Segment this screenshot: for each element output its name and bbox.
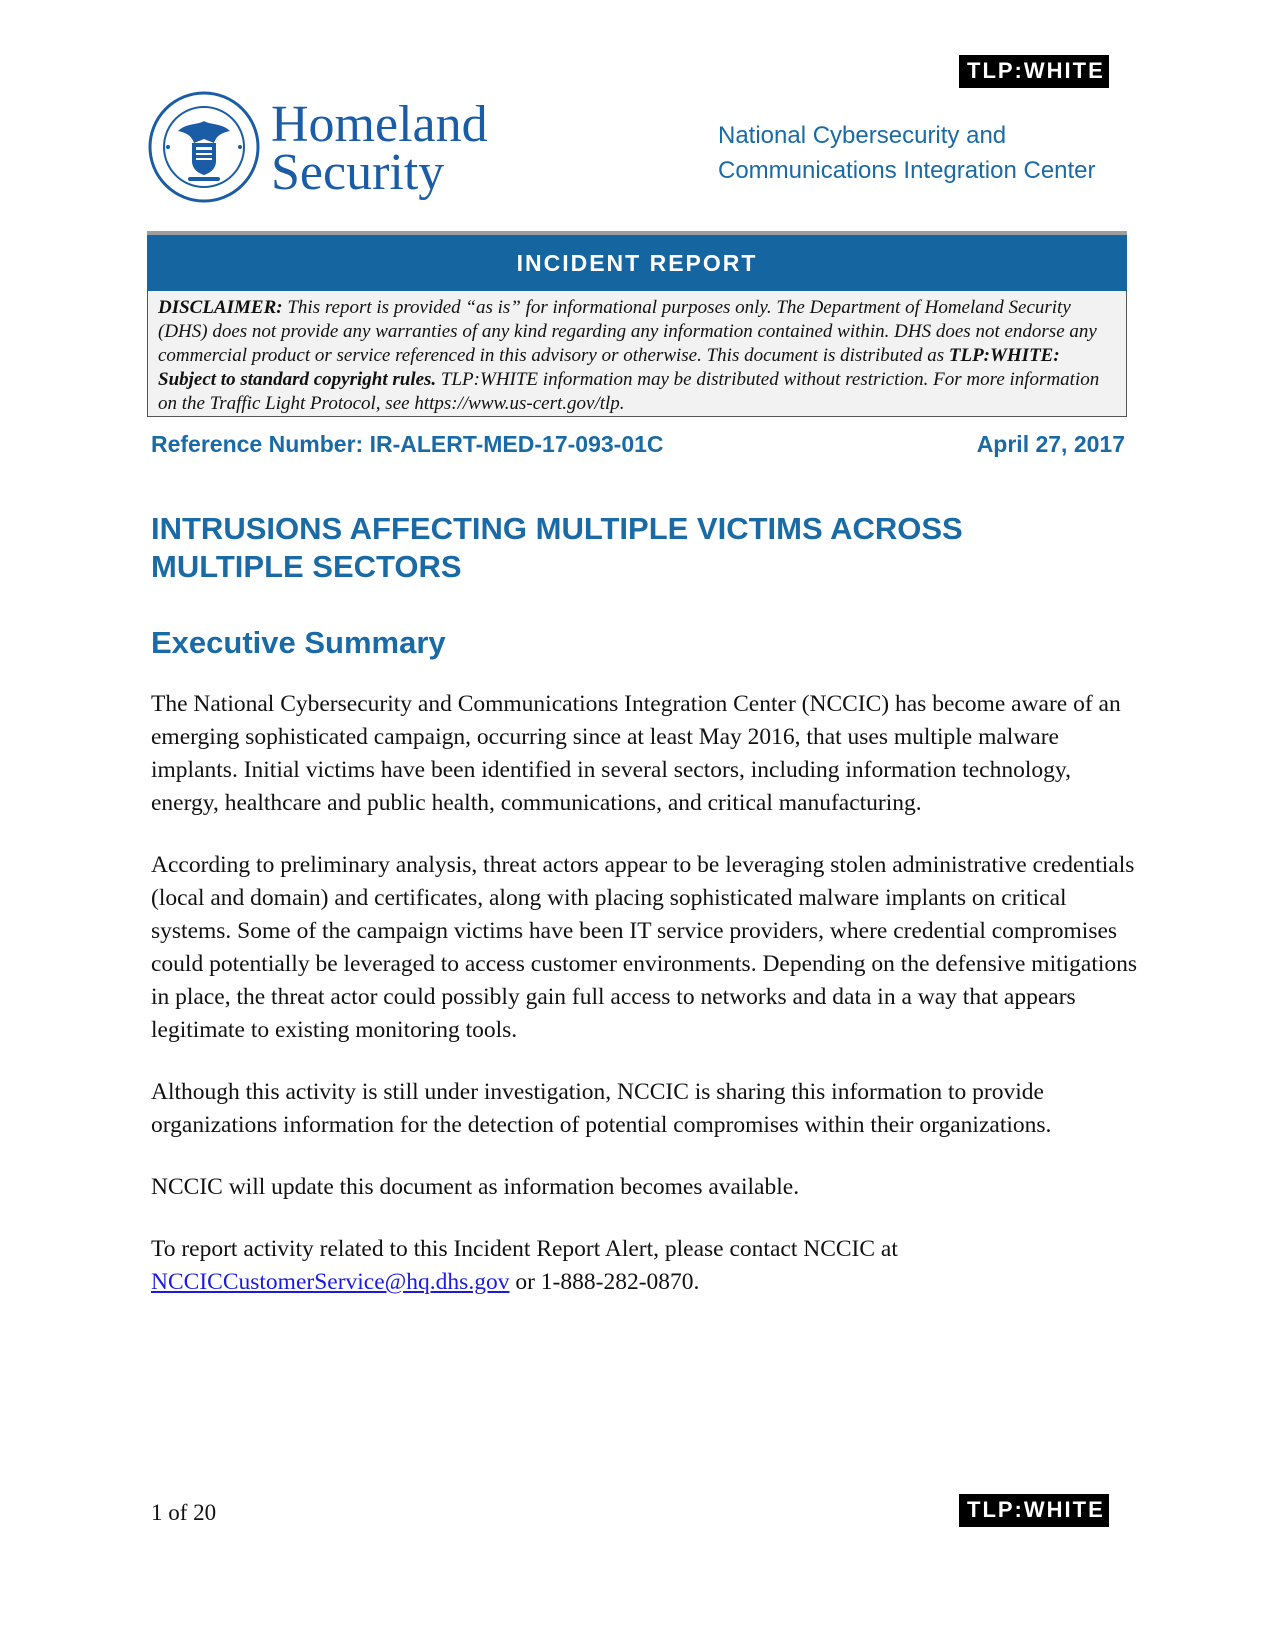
tlp-badge-top: TLP:WHITE [959, 55, 1109, 88]
nccic-name-line1: National Cybersecurity and [718, 122, 1007, 149]
contact-email-link[interactable]: NCCICCustomerService@hq.dhs.gov [151, 1269, 510, 1295]
disclaimer-text-1: This report is provided “as is” for informational purposes only. The Department of Homeland Security (DHS) does not provide any warranties of any kind regarding any information contained within. DHS does not endorse any commercial product or service referenced in this advisory or otherwise. This document is distributed as [158, 297, 1097, 366]
disclaimer-text-2: TLP:WHITE information may be distributed without restriction. For more information on the Traffic Light Protocol, see https://www.us-cert.gov/tlp. [158, 369, 1100, 414]
summary-body [151, 688, 1141, 1328]
page-number: 1 of 20 [151, 1500, 217, 1525]
paragraph-5 [151, 1233, 1141, 1299]
incident-report-bar: INCIDENT REPORT [147, 235, 1127, 291]
contact-text: To report activity related to this Incident Report Alert, please contact NCCIC at [151, 1236, 898, 1262]
paragraph-1: The National Cybersecurity and Communications Integration Center (NCCIC) has become aware of an emerging sophisticated campaign, occurring since at least May 2016, that uses multiple malware implants. Initial victims have been identified in several sectors, including information technology, energy, healthcare and public health, communications, and critical manufacturing. [151, 691, 1121, 816]
paragraph-3: Although this activity is still under investigation, NCCIC is sharing this information to provide organizations information for the detection of potential compromises within their organizations. [151, 1079, 1052, 1138]
disclaimer-tlp-bold: TLP:WHITE: Subject to standard copyright rules. [158, 345, 1060, 390]
report-title [151, 510, 1131, 586]
logo-wordmark-line1: Homeland [271, 96, 488, 153]
dhs-seal-icon [148, 91, 260, 203]
contact-phone-text: or 1-888-282-0870. [509, 1269, 700, 1295]
paragraph-4: NCCIC will update this document as information becomes available. [151, 1174, 800, 1200]
disclaimer-label: DISCLAIMER: [158, 297, 283, 318]
reference-number: Reference Number: IR-ALERT-MED-17-093-01C [151, 431, 664, 457]
logo-wordmark-line2: Security [271, 144, 445, 201]
tlp-badge-bottom: TLP:WHITE [959, 1494, 1109, 1527]
paragraph-2: According to preliminary analysis, threat actors appear to be leveraging stolen administrative credentials (local and domain) and certificates, along with placing sophisticated malware implants on critical systems. Some of the campaign victims have been IT service providers, where credential compromises could potentially be leveraged to access customer environments. Depending on the defensive mitigations in place, the threat actor could possibly gain full access to networks and data in a way that appears legitimate to existing monitoring tools. [151, 852, 1138, 1043]
reference-line [151, 429, 1125, 459]
report-title-line2: MULTIPLE SECTORS [151, 549, 462, 584]
nccic-name-line2: Communications Integration Center [718, 157, 1096, 184]
executive-summary-heading: Executive Summary [151, 625, 446, 660]
report-title-line1: INTRUSIONS AFFECTING MULTIPLE VICTIMS ACROSS [151, 511, 963, 546]
report-date: April 27, 2017 [976, 431, 1125, 457]
nccic-name [718, 118, 1096, 188]
disclaimer-box [147, 291, 1127, 417]
